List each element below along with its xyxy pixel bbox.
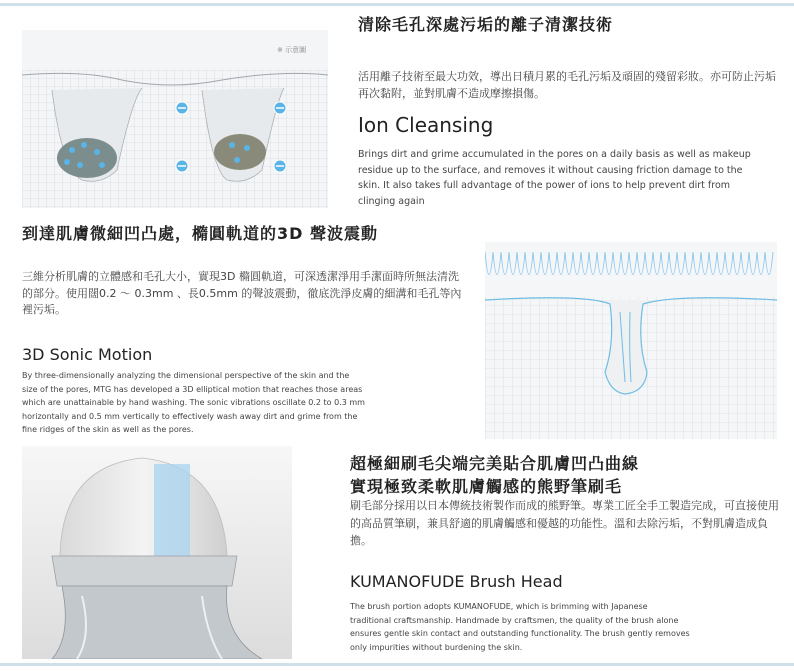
ion-cleansing-zh-text: 活用離子技術至最大功效，導出日積月累的毛孔污垢及頑固的殘留彩妝。亦可防止污垢再次黏附，並對肌膚不造成摩擦損傷。 bbox=[358, 70, 776, 100]
sonic-wave-graphic bbox=[485, 242, 777, 439]
ion-cleansing-en-text: Brings dirt and grime accumulated in the pores on a daily basis as well as makeup residue up to the surface, and removes it without causing friction damage to the skin. It also takes full advantage of the power of ions to help prevent dirt from clinging again bbox=[358, 149, 751, 207]
brush-head-zh-text: 刷毛部分採用以日本傳統技術製作而成的熊野筆。專業工匠全手工製造完成，可直接使用的高品質筆刷，兼具舒適的肌膚觸感和優越的功能性。溫和去除污垢，不對肌膚造成負擔。 bbox=[350, 499, 779, 547]
ion-cleansing-heading: 清除毛孔深處污垢的離子清潔技術 bbox=[358, 15, 614, 34]
brush-head-heading-line1: 超極細刷毛尖端完美貼合肌膚凹凸曲線 bbox=[350, 454, 640, 473]
illustration-note: ※ 示意圖 bbox=[277, 46, 307, 54]
pore-grid-graphic bbox=[22, 30, 328, 208]
sonic-motion-illustration bbox=[485, 242, 777, 439]
brush-head-heading-line2: 實現極致柔軟肌膚觸感的熊野筆刷毛 bbox=[350, 477, 623, 496]
bottom-divider bbox=[0, 663, 794, 666]
top-divider bbox=[0, 3, 794, 6]
sonic-motion-heading: 到達肌膚微細凹凸處，橢圓軌道的3D 聲波震動 bbox=[22, 224, 378, 243]
sonic-motion-en-text: By three-dimensionally analyzing the dimensional perspective of the skin and the size of the pores, MTG has developed a 3D elliptical motion that reaches those areas which are unattainable by hand washing. The sonic vibrations oscillate 0.2 to 0.3 mm horizontally and 0.5 mm vertically to effectively wash away dirt and grime from the fine ridges of the skin as well as the pores. bbox=[22, 371, 365, 434]
sonic-motion-title: 3D Sonic Motion bbox=[22, 345, 153, 364]
brush-head-en-text: The brush portion adopts KUMANOFUDE, which is brimming with Japanese traditional craftsmanship. Handmade by craftsmen, the quality of the brush alone ensures gentle skin contact and outstanding functionality. The brush gently removes only impurities without burdening the skin. bbox=[350, 602, 690, 652]
brush-head-heading bbox=[350, 452, 780, 498]
brush-head-graphic bbox=[22, 446, 292, 659]
ion-cleansing-title: Ion Cleansing bbox=[358, 113, 494, 137]
brush-head-title: KUMANOFUDE Brush Head bbox=[350, 572, 563, 591]
sonic-motion-zh-text: 三維分析肌膚的立體感和毛孔大小，實現3D 橢圓軌道，可深透潔淨用手潔面時所無法清洗的部分。使用闊0.2 ～ 0.3mm 、長0.5mm 的聲波震動，徹底洗淨皮膚的細溝和毛孔等內裡污垢。 bbox=[22, 270, 462, 316]
brush-head-photo bbox=[22, 446, 292, 659]
ion-cleansing-illustration bbox=[22, 30, 328, 208]
